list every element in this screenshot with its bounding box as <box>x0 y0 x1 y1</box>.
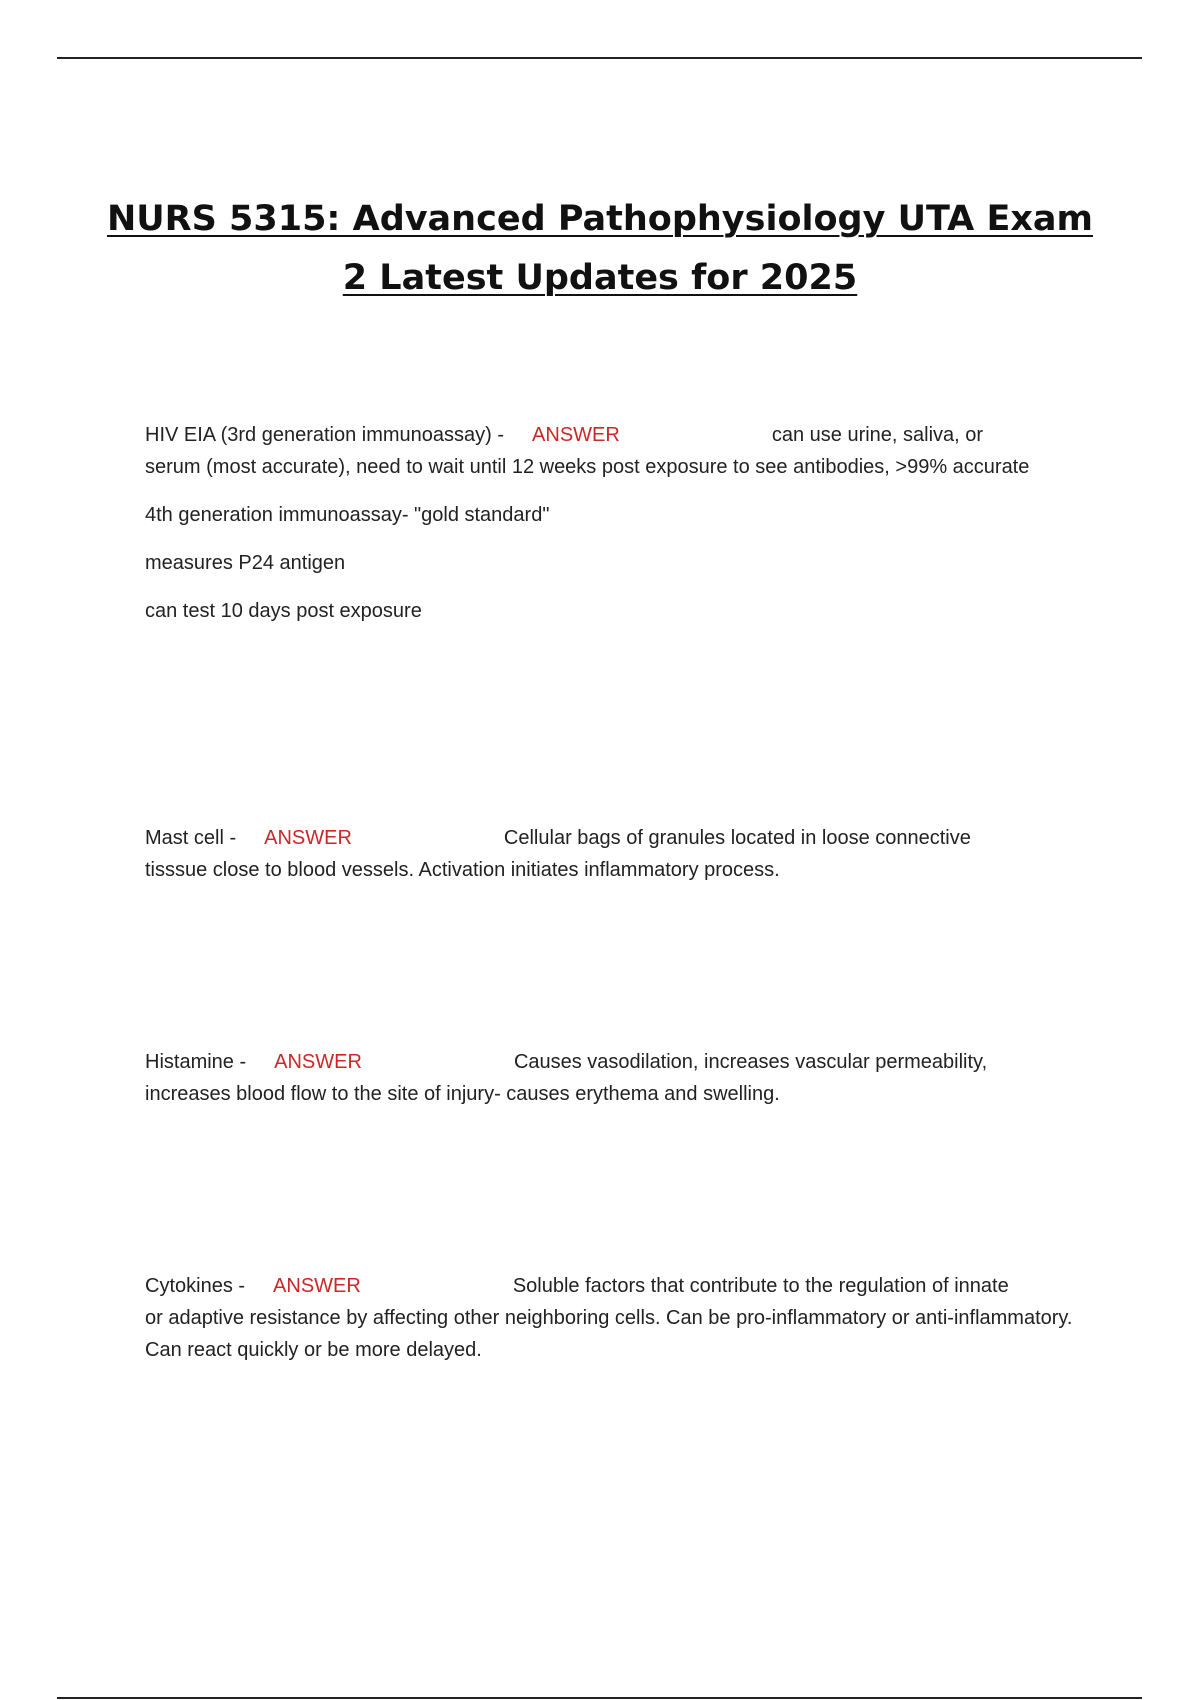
qa-entry-text <box>145 419 1095 483</box>
document-title <box>100 190 1100 308</box>
top-rule <box>57 57 1142 59</box>
qa-entry-cytokines <box>145 1270 1095 1366</box>
qa-term: Histamine - <box>145 1051 247 1073</box>
qa-entry-histamine <box>145 1046 1095 1110</box>
qa-extra-line: 4th generation immunoassay- "gold standard" <box>145 504 550 526</box>
title-line-2: 2 Latest Updates for 2025 <box>342 258 858 298</box>
qa-definition-rest: or adaptive resistance by affecting other neighboring cells. Can be pro-inflammatory or anti-inflammatory. Can react quickly or be more delayed. <box>145 1307 1073 1361</box>
qa-definition-first: Soluble factors that contribute to the regulation of innate <box>512 1275 1009 1297</box>
answer-label: ANSWER <box>532 424 620 446</box>
qa-entry-hiv-eia <box>145 419 1095 627</box>
qa-definition-rest: increases blood flow to the site of injury- causes erythema and swelling. <box>145 1083 780 1105</box>
answer-label: ANSWER <box>274 1051 362 1073</box>
qa-definition-rest: serum (most accurate), need to wait until 12 weeks post exposure to see antibodies, >99% accurate <box>145 456 1030 478</box>
qa-entry-mast-cell <box>145 822 1095 886</box>
qa-term: Mast cell - <box>145 827 237 849</box>
qa-entry-text <box>145 822 1095 886</box>
qa-term: Cytokines - <box>145 1275 246 1297</box>
qa-definition-rest: tisssue close to blood vessels. Activation initiates inflammatory process. <box>145 859 780 881</box>
bottom-rule <box>57 1697 1142 1699</box>
answer-label: ANSWER <box>273 1275 361 1297</box>
answer-label: ANSWER <box>264 827 352 849</box>
qa-definition-first: can use urine, saliva, or <box>771 424 984 446</box>
qa-definition-first: Causes vasodilation, increases vascular permeability, <box>513 1051 988 1073</box>
qa-extra-line: can test 10 days post exposure <box>145 600 422 622</box>
qa-entry-text <box>145 1046 1095 1110</box>
qa-entry-text <box>145 1270 1095 1366</box>
title-line-1: NURS 5315: Advanced Pathophysiology UTA Exam <box>106 199 1094 239</box>
qa-definition-first: Cellular bags of granules located in loose connective <box>503 827 971 849</box>
qa-term: HIV EIA (3rd generation immunoassay) - <box>145 424 505 446</box>
qa-extra-line: measures P24 antigen <box>145 552 346 574</box>
